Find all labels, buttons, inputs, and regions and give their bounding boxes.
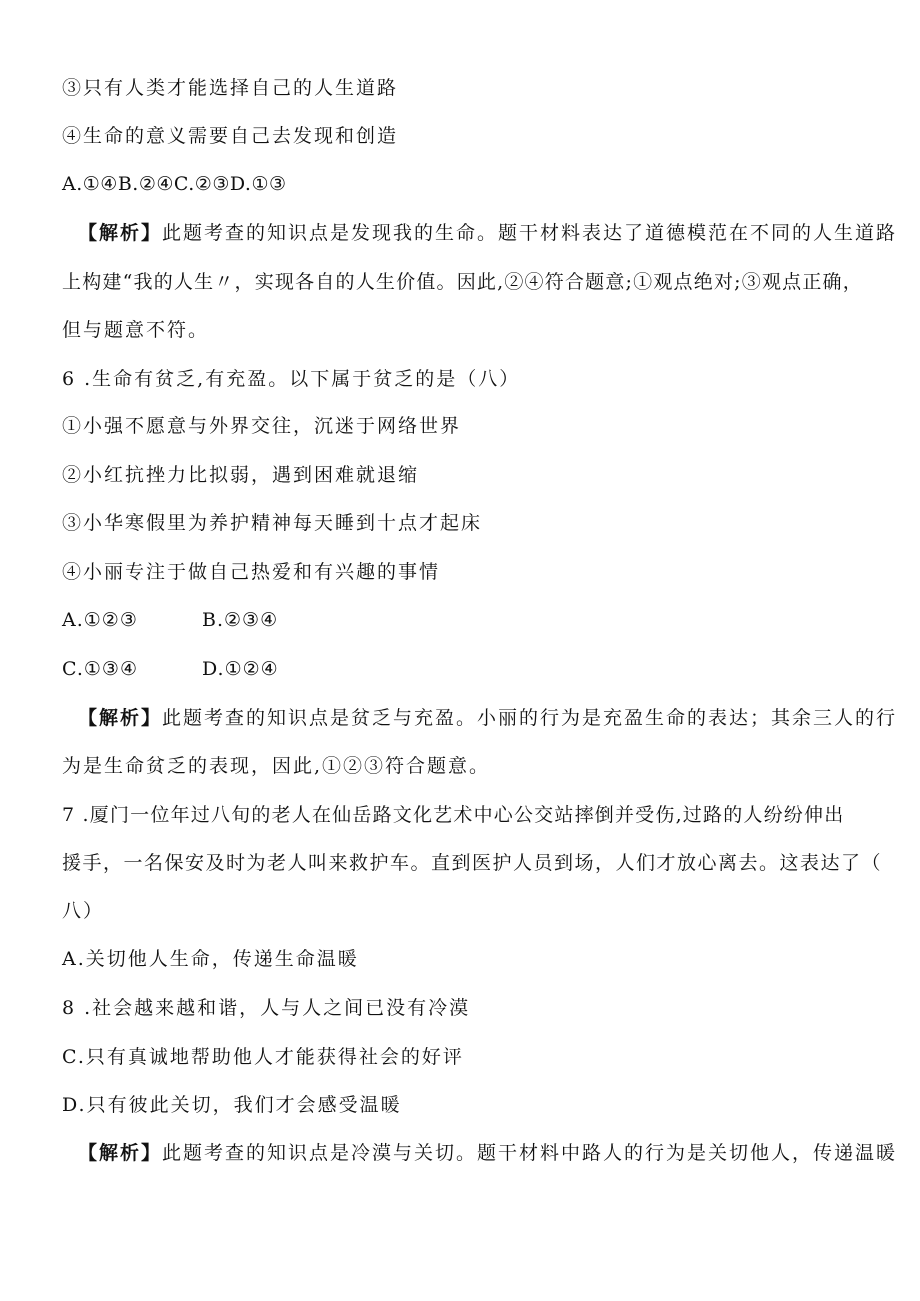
analysis-line: 但与题意不符。 — [62, 319, 210, 341]
option-line: ①小强不愿意与外界交往，沉迷于网络世界 — [62, 415, 462, 437]
choice-a: A.关切他人生命，传递生命温暖 — [62, 948, 359, 970]
choice-b: B.②③④ — [202, 609, 279, 631]
choice-a: A.①②③ — [62, 609, 138, 631]
option-line: ②小红抗挫力比拟弱，遇到困难就退缩 — [62, 464, 420, 486]
question-8: 8 .社会越来越和谐，人与人之间已没有冷漠 — [62, 997, 471, 1019]
analysis-label: 【解析】 — [78, 707, 163, 729]
question-line: 八） — [62, 900, 105, 922]
option-line: ③小华寒假里为养护精神每天睡到十点才起床 — [62, 512, 483, 534]
analysis-line: 为是生命贫乏的表现，因此,①②③符合题意。 — [62, 755, 491, 777]
choice-c: C.只有真诚地帮助他人才能获得社会的好评 — [62, 1046, 464, 1068]
analysis-label: 【解析】 — [78, 222, 163, 244]
question-line: 援手，一名保安及时为老人叫来救护车。直到医护人员到场，人们才放心离去。这表达了（ — [62, 852, 883, 874]
option-line: ④小丽专注于做自己热爱和有兴趣的事情 — [62, 561, 441, 583]
analysis-paragraph — [78, 706, 897, 730]
analysis-paragraph — [78, 1141, 897, 1165]
analysis-text: 此题考查的知识点是冷漠与关切。题干材料中路人的行为是关切他人，传递温暖 — [162, 1142, 898, 1164]
analysis-text: 此题考查的知识点是贫乏与充盈。小丽的行为是充盈生命的表达；其余三人的行 — [162, 707, 898, 729]
choice-d: D.①②④ — [202, 658, 279, 680]
choice-c: C.①③④ — [62, 658, 138, 680]
question-7: 7 .厦门一位年过八旬的老人在仙岳路文化艺术中心公交站摔倒并受伤,过路的人纷纷伸出 — [62, 804, 845, 826]
choice-d: D.只有彼此关切，我们才会感受温暖 — [62, 1094, 402, 1116]
answer-choices: A.①④B.②④C.②③D.①③ — [62, 173, 287, 195]
option-line: ④生命的意义需要自己去发现和创造 — [62, 125, 399, 147]
analysis-label: 【解析】 — [78, 1142, 163, 1164]
analysis-line: 上构建“我的人生〃，实现各自的人生价值。因此,②④符合题意;①观点绝对;③观点正确， — [62, 271, 863, 293]
analysis-text: 此题考查的知识点是发现我的生命。题干材料表达了道德模范在不同的人生道路 — [162, 222, 898, 244]
analysis-paragraph — [78, 221, 897, 245]
question-6: 6 .生命有贫乏,有充盈。以下属于贫乏的是（八） — [62, 368, 521, 390]
option-line: ③只有人类才能选择自己的人生道路 — [62, 77, 399, 99]
